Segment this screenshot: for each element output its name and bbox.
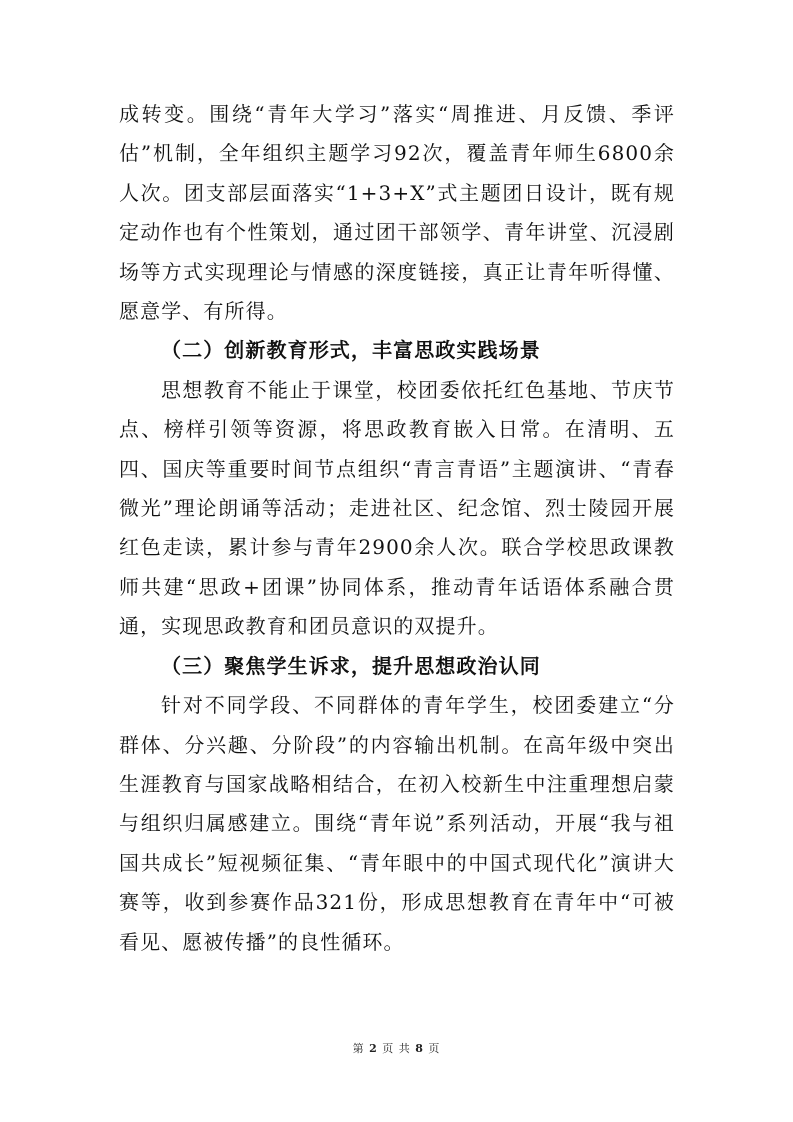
body-paragraph-2: 思想教育不能止于课堂，校团委依托红色基地、节庆节点、榜样引领等资源，将思政教育嵌入日常。在清明、五四、国庆等重要时间节点组织“青言青语”主题演讲、“青春微光”理论朗诵等活动；走进社区、纪念馆、烈士陵园开展红色走读，累计参与青年2900余人次。联合学校思政课教师共建“思政+团课”协同体系，推动青年话语体系融合贯通，实现思政教育和团员意识的双提升。	[119, 377, 675, 639]
footer-suffix: 页	[428, 1042, 441, 1055]
footer-middle: 页 共	[382, 1042, 411, 1055]
footer-prefix: 第	[352, 1042, 365, 1055]
footer-page-number: 2	[369, 1042, 378, 1055]
section-heading-2: （二）创新教育形式，丰富思政实践场景	[161, 338, 541, 363]
document-body	[119, 95, 675, 962]
footer-total-pages: 8	[415, 1042, 424, 1055]
body-paragraph-3: 针对不同学段、不同群体的青年学生，校团委建立“分群体、分兴趣、分阶段”的内容输出机制。在高年级中突出生涯教育与国家战略相结合，在初入校新生中注重理想启蒙与组织归属感建立。围绕“青年说”系列活动，开展“我与祖国共成长”短视频征集、“青年眼中的中国式现代化”演讲大赛等，收到参赛作品321份，形成思想教育在青年中“可被看见、愿被传播”的良性循环。	[119, 693, 675, 954]
body-paragraph-1: 成转变。围绕“青年大学习”落实“周推进、月反馈、季评估”机制，全年组织主题学习92次，覆盖青年师生6800余人次。团支部层面落实“1+3+X”式主题团日设计，既有规定动作也有个性策划，通过团干部领学、青年讲堂、沉浸剧场等方式实现理论与情感的深度链接，真正让青年听得懂、愿意学、有所得。	[119, 102, 675, 324]
section-heading-3: （三）聚焦学生诉求，提升思想政治认同	[161, 653, 541, 678]
page-footer	[0, 1040, 793, 1056]
